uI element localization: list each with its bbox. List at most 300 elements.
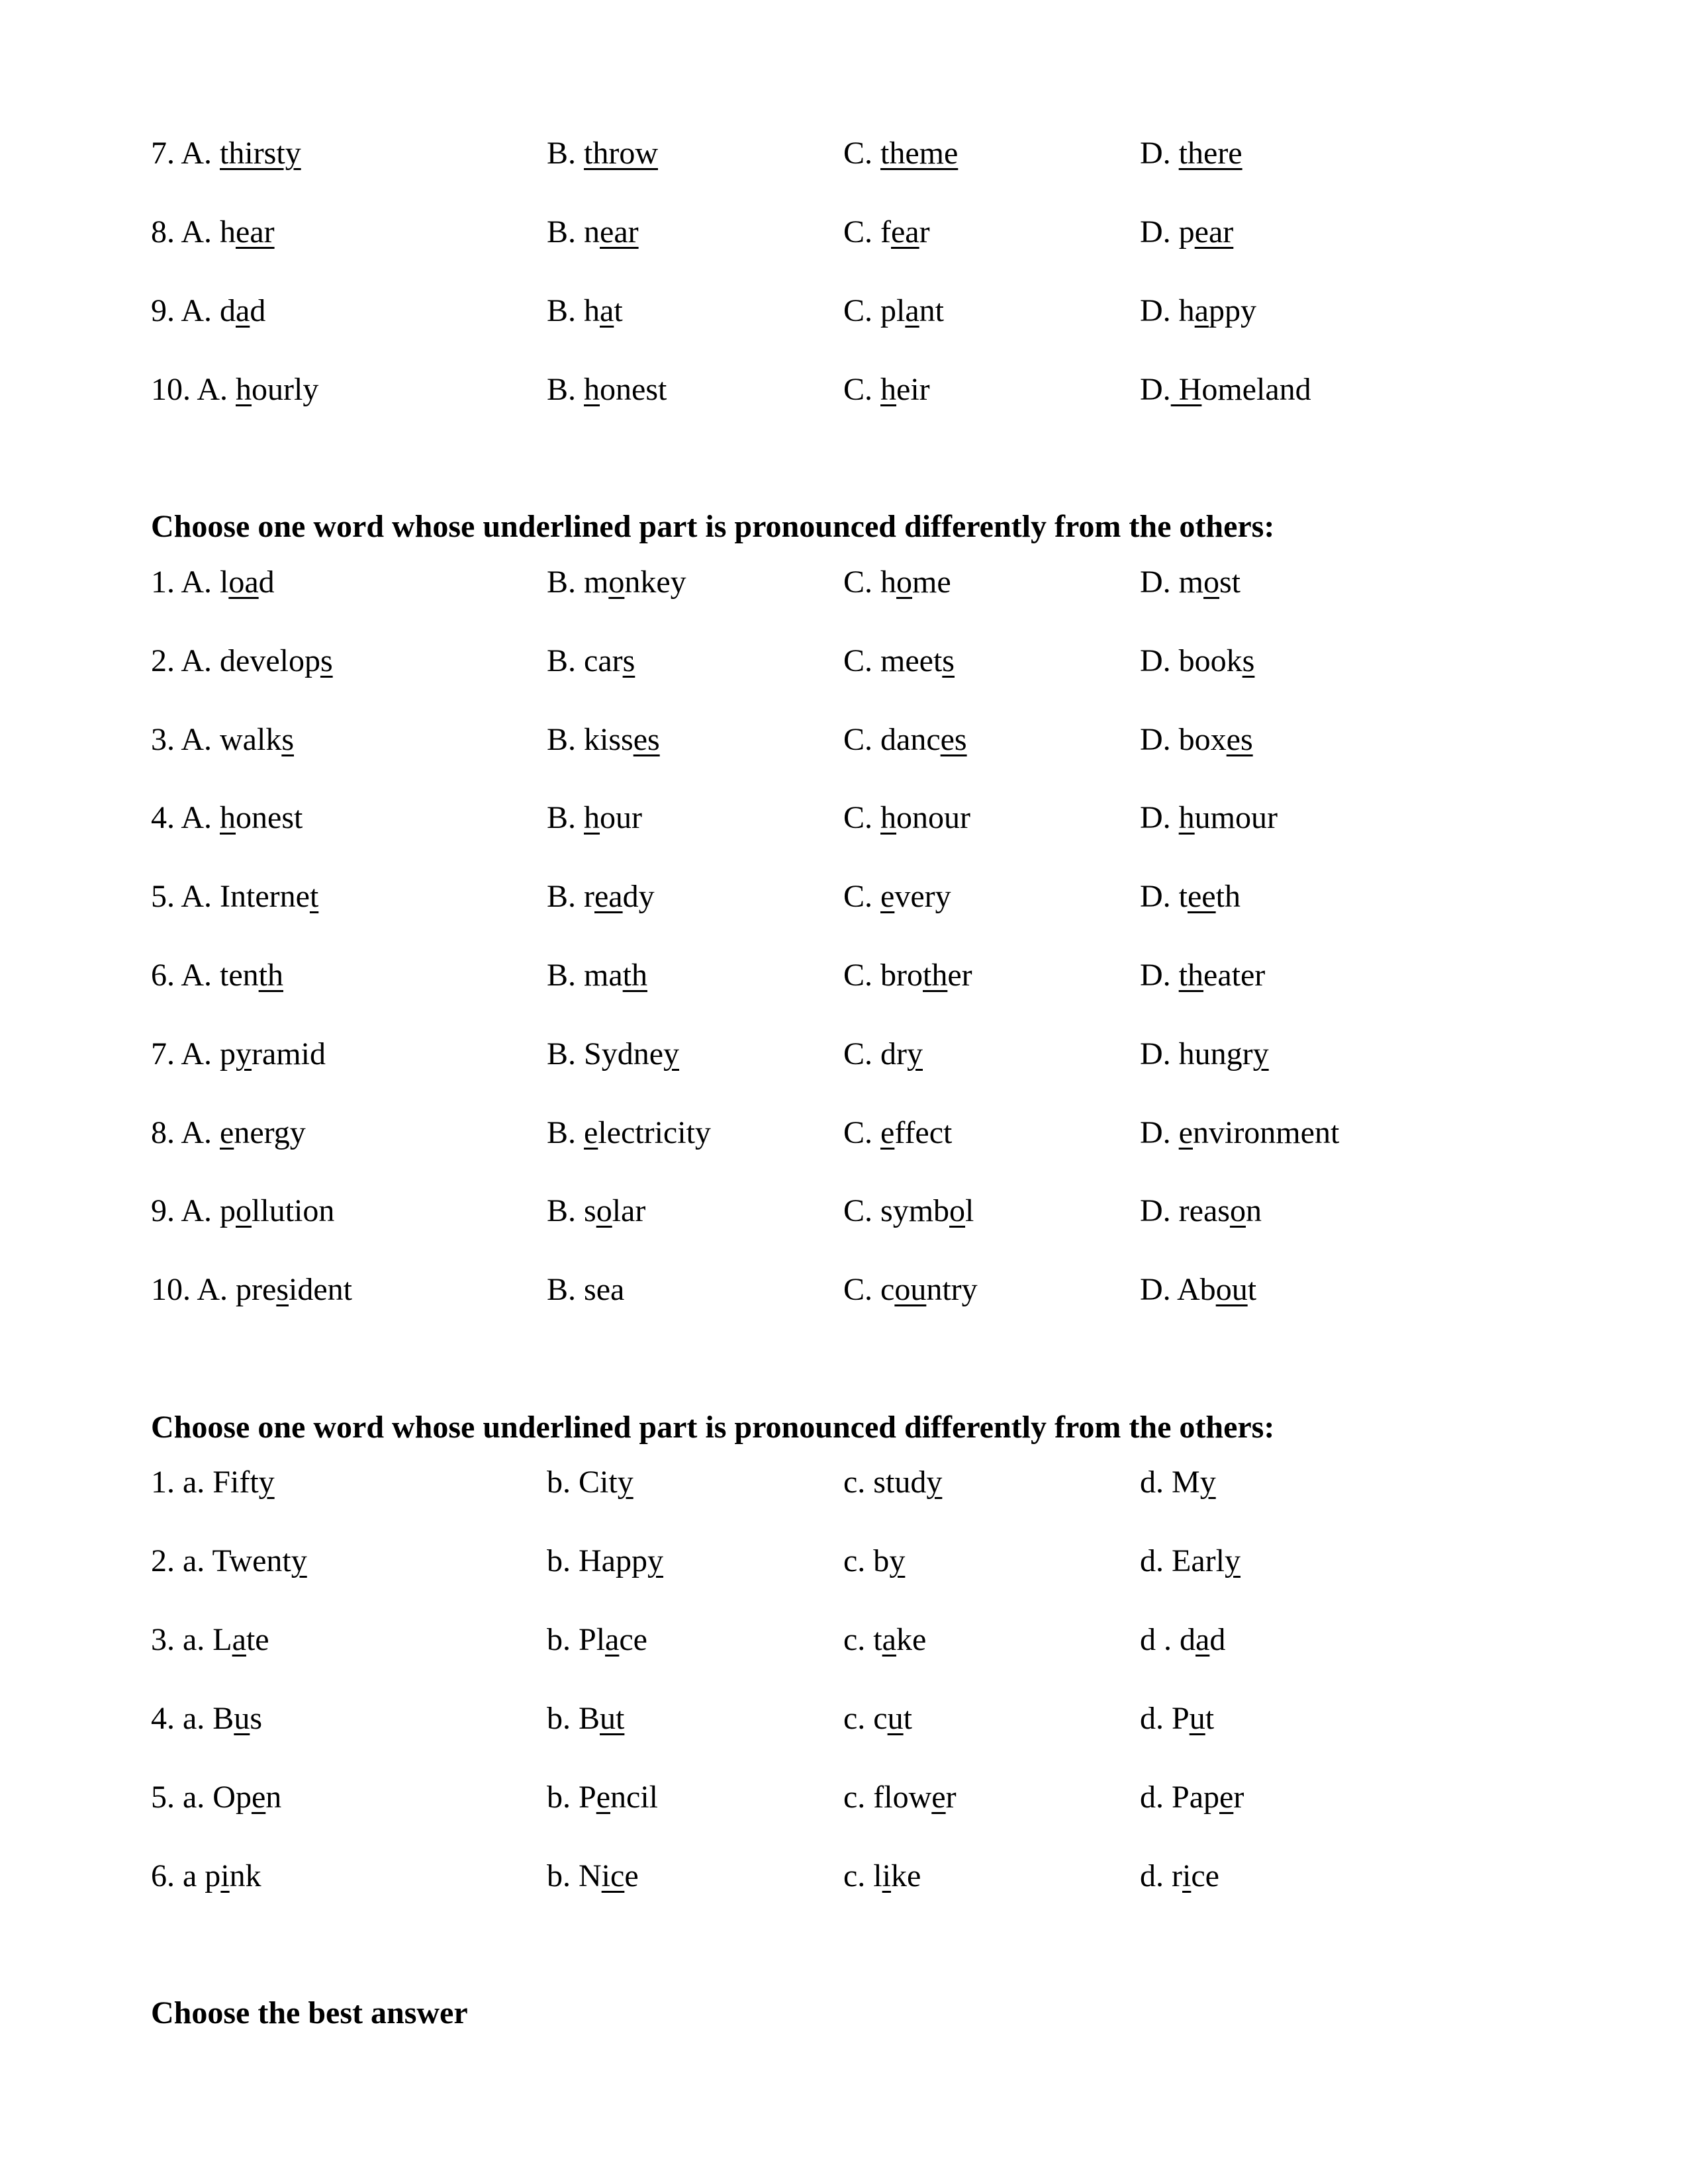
option-a	[151, 291, 265, 331]
option-d	[1140, 798, 1278, 838]
underlined-part: o	[1203, 565, 1219, 600]
option-a	[151, 1191, 334, 1231]
word-text: 7. A. p	[151, 1036, 236, 1071]
option-c	[843, 563, 951, 602]
word-text: s	[250, 1701, 263, 1736]
word-text: 3. a. L	[151, 1622, 232, 1657]
option-b	[547, 956, 647, 995]
question-row-s1-9	[0, 291, 1688, 331]
word-text: nergy	[234, 1115, 306, 1150]
underlined-part: throw	[584, 136, 658, 171]
option-a	[151, 1270, 352, 1310]
option-b	[547, 563, 686, 602]
word-text: 8. A. h	[151, 214, 236, 250]
underlined-part: ear	[1194, 214, 1234, 250]
word-text: n	[265, 1780, 282, 1815]
section-heading: Choose the best answer	[151, 1995, 468, 2030]
option-b	[547, 877, 655, 917]
word-text: dy	[622, 879, 655, 914]
word-text: c. b	[843, 1543, 890, 1578]
word-text: ourly	[252, 372, 319, 407]
word-text: C. dr	[843, 1036, 907, 1071]
word-text: b. Cit	[547, 1465, 618, 1500]
option-c	[843, 1541, 905, 1581]
word-text: c. t	[843, 1622, 882, 1657]
question-row-s3-6	[0, 1856, 1688, 1896]
word-text: D. hungr	[1140, 1036, 1253, 1071]
option-b	[547, 1463, 633, 1502]
option-d	[1140, 1113, 1339, 1153]
option-b	[547, 370, 667, 410]
underlined-part: y	[291, 1543, 307, 1578]
underlined-part: ut	[600, 1701, 625, 1736]
option-d	[1140, 1699, 1214, 1739]
word-text: ppy	[1208, 293, 1256, 328]
underlined-part: thirsty	[220, 136, 301, 171]
option-c	[843, 291, 944, 331]
underlined-part: ea	[891, 214, 919, 250]
underlined-part: u	[234, 1701, 250, 1736]
word-text: C. meet	[843, 643, 943, 678]
underlined-part: y	[926, 1465, 943, 1500]
underlined-part: theme	[880, 136, 959, 171]
word-text: ncil	[610, 1780, 658, 1815]
underlined-part: e	[1219, 1780, 1234, 1815]
question-row-s2-1	[0, 563, 1688, 602]
question-row-s2-9	[0, 1191, 1688, 1231]
word-text: d	[1209, 1622, 1226, 1657]
option-b	[547, 720, 660, 760]
option-d	[1140, 291, 1256, 331]
underlined-part: a	[905, 293, 919, 328]
option-b	[547, 1541, 663, 1581]
option-c	[843, 1113, 952, 1153]
underlined-part: y	[236, 1036, 252, 1071]
word-text: B. ma	[547, 958, 623, 993]
word-text: C.	[843, 800, 881, 835]
word-text: d. P	[1140, 1701, 1190, 1736]
option-c	[843, 956, 972, 995]
question-row-s1-10	[0, 370, 1688, 410]
word-text: d	[250, 293, 266, 328]
section-heading: Choose one word whose underlined part is pronounced differently from the others:	[151, 1410, 1275, 1445]
word-text: D. Ab	[1140, 1272, 1216, 1307]
word-text: B.	[547, 372, 585, 407]
underlined-part: h	[584, 800, 600, 835]
word-text: B. n	[547, 214, 600, 250]
word-text: c. l	[843, 1858, 882, 1893]
underlined-part: a	[605, 1622, 620, 1657]
word-text: ce	[619, 1622, 647, 1657]
word-text: C. c	[843, 1272, 895, 1307]
word-text: 8. A.	[151, 1115, 220, 1150]
word-text: t	[1247, 1272, 1257, 1307]
word-text: B.	[547, 1115, 585, 1150]
option-d	[1140, 1620, 1225, 1660]
underlined-part: es	[633, 722, 660, 757]
word-text: ffect	[894, 1115, 953, 1150]
word-text: llution	[252, 1193, 335, 1228]
word-text: 10. A. pre	[151, 1272, 277, 1307]
underlined-part: a	[882, 1622, 896, 1657]
option-c	[843, 134, 958, 173]
word-text: D. reas	[1140, 1193, 1230, 1228]
underlined-part: u	[887, 1701, 904, 1736]
word-text: c. c	[843, 1701, 888, 1736]
word-text: b. N	[547, 1858, 602, 1893]
underlined-part: s	[622, 643, 635, 678]
word-text: B.	[547, 136, 585, 171]
word-text: d	[258, 565, 275, 600]
underlined-part: a	[600, 293, 614, 328]
underlined-part: s	[276, 1272, 289, 1307]
word-text: B. r	[547, 879, 594, 914]
underlined-part: es	[1226, 722, 1253, 757]
question-row-s2-10	[0, 1270, 1688, 1310]
word-text: n	[1245, 1193, 1262, 1228]
word-text: D. m	[1140, 565, 1203, 600]
word-text: very	[894, 879, 951, 914]
option-c	[843, 370, 930, 410]
option-a	[151, 720, 294, 760]
word-text: ce	[1191, 1858, 1219, 1893]
option-b	[547, 1113, 711, 1153]
word-text: t	[614, 293, 623, 328]
question-row-s3-3	[0, 1620, 1688, 1660]
option-b	[547, 1856, 639, 1896]
word-text: eater	[1203, 958, 1266, 993]
underlined-part: y	[617, 1465, 633, 1500]
underlined-part: a	[236, 293, 250, 328]
word-text: 1. A. l	[151, 565, 229, 600]
word-text: er	[947, 958, 972, 993]
word-text: B. m	[547, 565, 609, 600]
underlined-part: ear	[236, 214, 275, 250]
option-a	[151, 1778, 281, 1817]
word-text: r	[945, 1780, 957, 1815]
word-text: d. r	[1140, 1858, 1182, 1893]
word-text: B. h	[547, 293, 600, 328]
word-text: nvironment	[1192, 1115, 1340, 1150]
option-d	[1140, 134, 1243, 173]
underlined-part: th	[622, 958, 647, 993]
option-c	[843, 877, 951, 917]
question-row-s1-7	[0, 134, 1688, 173]
word-text: D.	[1140, 372, 1171, 407]
option-b	[547, 1034, 679, 1074]
underlined-part: ea	[594, 879, 623, 914]
option-b	[547, 641, 635, 681]
word-text: C.	[843, 1115, 881, 1150]
option-d	[1140, 641, 1254, 681]
underlined-part: ou	[1215, 1272, 1248, 1307]
option-d	[1140, 370, 1311, 410]
word-text: eir	[896, 372, 930, 407]
option-a	[151, 877, 318, 917]
option-c	[843, 798, 970, 838]
word-text: b. B	[547, 1701, 600, 1736]
underlined-part: s	[942, 643, 955, 678]
underlined-part: ou	[894, 1272, 927, 1307]
underlined-part: e	[880, 1115, 895, 1150]
underlined-part: s	[320, 643, 333, 678]
word-text: c. flow	[843, 1780, 932, 1815]
word-text: 7. A.	[151, 136, 220, 171]
question-row-s2-2	[0, 641, 1688, 681]
word-text: 4. a. B	[151, 1701, 234, 1736]
word-text: 2. a. Twent	[151, 1543, 291, 1578]
underlined-part: h	[880, 372, 897, 407]
underlined-part: o	[236, 1193, 252, 1228]
option-a	[151, 641, 333, 681]
underlined-part: e	[596, 1780, 611, 1815]
underlined-part: th	[1178, 958, 1204, 993]
underlined-part: y	[258, 1465, 275, 1500]
word-text: C. danc	[843, 722, 941, 757]
question-row-s2-7	[0, 1034, 1688, 1074]
option-d	[1140, 1778, 1244, 1817]
option-d	[1140, 1034, 1269, 1074]
word-text: e	[624, 1858, 639, 1893]
underlined-part: y	[1252, 1036, 1269, 1071]
underlined-part: o	[608, 565, 625, 600]
underlined-part: ee	[1188, 879, 1216, 914]
underlined-part: a	[1196, 1622, 1210, 1657]
underlined-part: h	[1178, 800, 1195, 835]
word-text: ntry	[926, 1272, 978, 1307]
word-text: b. Happ	[547, 1543, 647, 1578]
word-text: 9. A. p	[151, 1193, 236, 1228]
question-row-s1-8	[0, 212, 1688, 252]
underlined-part: i	[1182, 1858, 1192, 1893]
option-d	[1140, 1541, 1241, 1581]
word-text: umour	[1194, 800, 1278, 835]
word-text: C. h	[843, 565, 897, 600]
word-text: C.	[843, 136, 881, 171]
underlined-part: i	[220, 1858, 230, 1893]
word-text: 4. A.	[151, 800, 220, 835]
option-c	[843, 1778, 957, 1817]
word-text: B. Sydne	[547, 1036, 664, 1071]
underlined-part: h	[236, 372, 252, 407]
word-text: ke	[896, 1622, 927, 1657]
question-row-s2-3	[0, 720, 1688, 760]
word-text: b. P	[547, 1780, 596, 1815]
word-text: our	[600, 800, 642, 835]
underlined-part: o	[896, 565, 913, 600]
option-a	[151, 798, 303, 838]
option-d	[1140, 1856, 1219, 1896]
option-a	[151, 563, 275, 602]
underlined-part: s	[1242, 643, 1255, 678]
word-text: nk	[229, 1858, 261, 1893]
question-row-s2-6	[0, 956, 1688, 995]
underlined-part: s	[281, 722, 295, 757]
underlined-part: e	[880, 879, 895, 914]
option-d	[1140, 877, 1241, 917]
underlined-part: H	[1170, 372, 1202, 407]
option-a	[151, 1113, 306, 1153]
underlined-part: h	[880, 800, 897, 835]
word-text: d. Earl	[1140, 1543, 1225, 1578]
word-text: B. s	[547, 1193, 596, 1228]
word-text: onest	[600, 372, 667, 407]
option-c	[843, 1191, 974, 1231]
word-text: D.	[1140, 800, 1179, 835]
word-text: b. Pl	[547, 1622, 606, 1657]
word-text: omeland	[1201, 372, 1311, 407]
word-text: 5. A. Interne	[151, 879, 310, 914]
word-text: c. stud	[843, 1465, 927, 1500]
option-c	[843, 212, 930, 252]
word-text: lar	[612, 1193, 646, 1228]
option-c	[843, 1620, 926, 1660]
option-a	[151, 1699, 262, 1739]
word-text: D. book	[1140, 643, 1243, 678]
underlined-part: oa	[228, 565, 259, 600]
option-c	[843, 720, 967, 760]
underlined-part: o	[1229, 1193, 1246, 1228]
underlined-part: y	[889, 1543, 906, 1578]
word-text: C.	[843, 372, 881, 407]
word-text: D.	[1140, 136, 1179, 171]
word-text: onour	[896, 800, 970, 835]
word-text: D. h	[1140, 293, 1195, 328]
underlined-part: y	[663, 1036, 680, 1071]
word-text: d . d	[1140, 1622, 1196, 1657]
option-a	[151, 370, 318, 410]
question-row-s3-1	[0, 1463, 1688, 1502]
option-b	[547, 1270, 624, 1310]
word-text: B. sea	[547, 1272, 625, 1307]
option-d	[1140, 212, 1233, 252]
option-b	[547, 134, 658, 173]
underlined-part: there	[1178, 136, 1243, 171]
word-text: l	[965, 1193, 974, 1228]
underlined-part: th	[258, 958, 283, 993]
word-text: D. t	[1140, 879, 1188, 914]
underlined-part: th	[923, 958, 948, 993]
word-text: d. M	[1140, 1465, 1200, 1500]
word-text: B.	[547, 800, 585, 835]
word-text: th	[1215, 879, 1241, 914]
underlined-part: y	[647, 1543, 663, 1578]
section-heading: Choose one word whose underlined part is pronounced differently from the others:	[151, 509, 1275, 544]
option-a	[151, 1034, 326, 1074]
option-d	[1140, 1463, 1216, 1502]
underlined-part: y	[1199, 1465, 1216, 1500]
question-row-s2-5	[0, 877, 1688, 917]
word-text: ident	[289, 1272, 352, 1307]
word-text: 3. A. walk	[151, 722, 282, 757]
underlined-part: i	[882, 1858, 891, 1893]
option-d	[1140, 1191, 1262, 1231]
option-a	[151, 212, 275, 252]
question-row-s3-5	[0, 1778, 1688, 1817]
word-text: 2. A. develop	[151, 643, 320, 678]
underlined-part: h	[584, 372, 600, 407]
option-d	[1140, 563, 1241, 602]
option-c	[843, 1463, 942, 1502]
underlined-part: a	[232, 1622, 246, 1657]
option-c	[843, 1034, 923, 1074]
option-b	[547, 291, 623, 331]
word-text: D. p	[1140, 214, 1195, 250]
word-text: 6. a p	[151, 1858, 221, 1893]
underlined-part: a	[1194, 293, 1209, 328]
word-text: t	[1205, 1701, 1215, 1736]
word-text: D.	[1140, 1115, 1179, 1150]
option-d	[1140, 1270, 1256, 1310]
option-a	[151, 1620, 269, 1660]
word-text: lectricity	[598, 1115, 711, 1150]
underlined-part: y	[907, 1036, 923, 1071]
word-text: d. Pap	[1140, 1780, 1219, 1815]
option-b	[547, 1778, 658, 1817]
option-a	[151, 1463, 275, 1502]
word-text: 5. a. Op	[151, 1780, 252, 1815]
underlined-part: o	[949, 1193, 966, 1228]
underlined-part: o	[596, 1193, 612, 1228]
option-c	[843, 1856, 921, 1896]
option-b	[547, 1620, 647, 1660]
underlined-part: ic	[601, 1858, 625, 1893]
option-b	[547, 1699, 624, 1739]
option-a	[151, 134, 301, 173]
word-text: r	[1233, 1780, 1244, 1815]
word-text: C. pl	[843, 293, 906, 328]
word-text: C. f	[843, 214, 891, 250]
word-text: 10. A.	[151, 372, 236, 407]
underlined-part: e	[251, 1780, 266, 1815]
question-row-s3-2	[0, 1541, 1688, 1581]
option-b	[547, 212, 639, 252]
word-text: D.	[1140, 958, 1179, 993]
underlined-part: u	[1189, 1701, 1205, 1736]
option-b	[547, 798, 642, 838]
word-text: onest	[236, 800, 303, 835]
word-text: nt	[919, 293, 945, 328]
word-text: r	[919, 214, 930, 250]
option-c	[843, 1270, 978, 1310]
option-c	[843, 1699, 912, 1739]
question-row-s2-8	[0, 1113, 1688, 1153]
underlined-part: es	[940, 722, 967, 757]
word-text: 6. A. ten	[151, 958, 259, 993]
word-text: ke	[890, 1858, 921, 1893]
word-text: 1. a. Fift	[151, 1465, 259, 1500]
underlined-part: ear	[600, 214, 639, 250]
word-text: st	[1219, 565, 1241, 600]
word-text: D. box	[1140, 722, 1227, 757]
question-row-s2-4	[0, 798, 1688, 838]
word-text: te	[246, 1622, 269, 1657]
word-text: C.	[843, 879, 881, 914]
word-text: 9. A. d	[151, 293, 236, 328]
word-text: me	[912, 565, 951, 600]
option-b	[547, 1191, 645, 1231]
word-text: C. bro	[843, 958, 923, 993]
underlined-part: e	[931, 1780, 946, 1815]
word-text: C. symb	[843, 1193, 950, 1228]
option-c	[843, 641, 955, 681]
option-a	[151, 1856, 261, 1896]
underlined-part: y	[1224, 1543, 1241, 1578]
word-text: B. kiss	[547, 722, 633, 757]
option-d	[1140, 720, 1253, 760]
word-text: ramid	[252, 1036, 326, 1071]
underlined-part: e	[1178, 1115, 1193, 1150]
